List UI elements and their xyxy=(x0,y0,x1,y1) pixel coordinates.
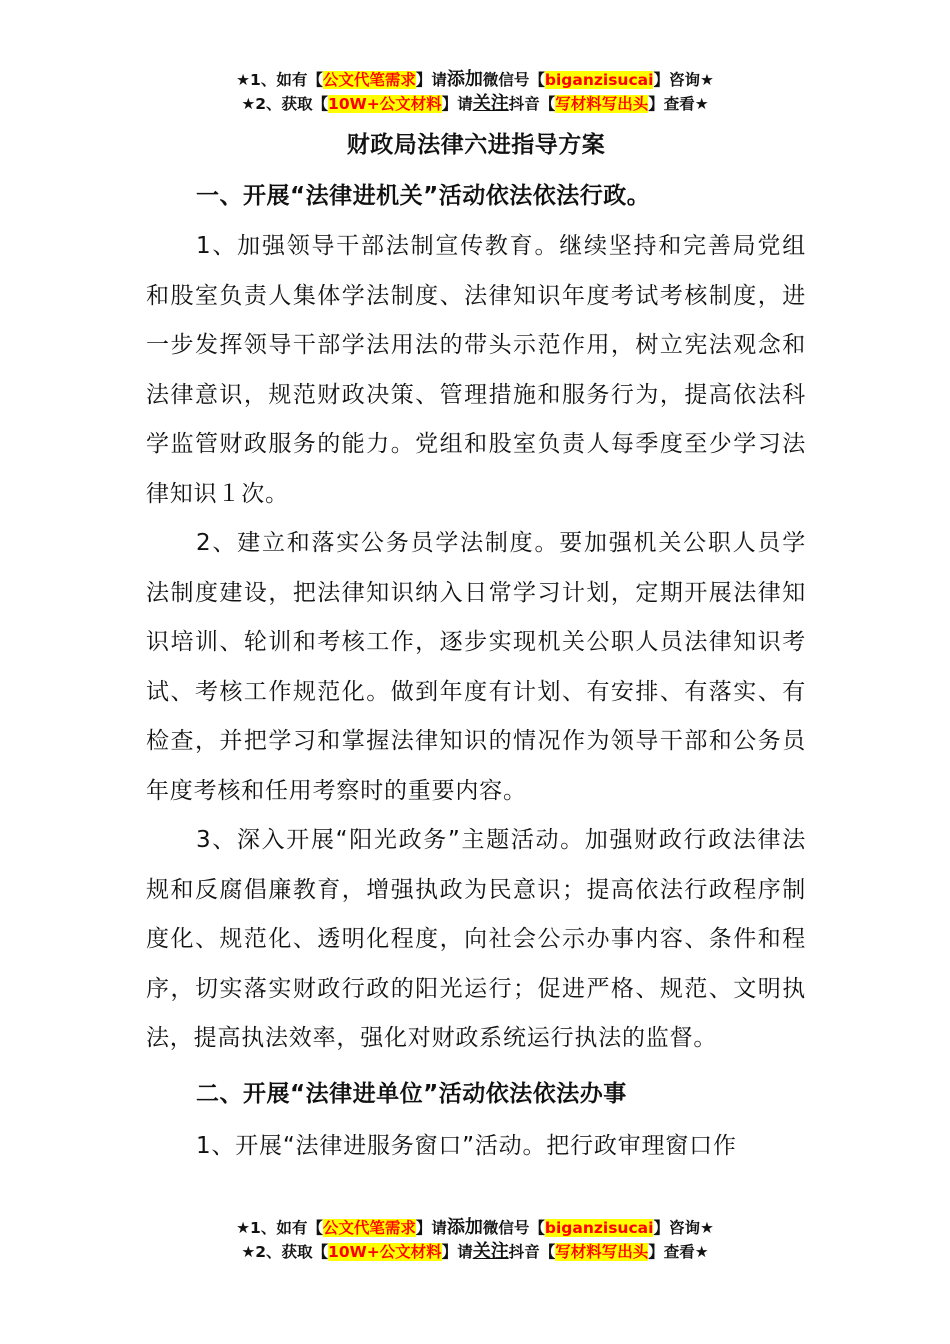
banner-text: ★1、如有【 xyxy=(236,71,323,89)
bottom-banner xyxy=(0,1216,950,1264)
banner-emphasis: 添加 xyxy=(446,69,483,90)
section-1-paragraph-3: 3、深入开展“阳光政务”主题活动。加强财政行政法律法规和反腐倡廉教育，增强执政为民意识；提高依法行政程序制度化、规范化、透明化程度，向社会公示办事内容、条件和程序，切实落实财政行政的阳光运行；促进严格、规范、文明执法，提高执法效率，强化对财政系统运行执法的监督。 xyxy=(146,827,806,1051)
banner-text: 】咨询★ xyxy=(653,1219,714,1237)
document-title: 财政局法律六进指导方案 xyxy=(346,132,606,158)
banner-text: ★1、如有【 xyxy=(236,1219,323,1237)
banner-text: 微信号【 xyxy=(482,1219,545,1237)
banner-emphasis: 添加 xyxy=(446,1217,483,1238)
banner-text: 】查看★ xyxy=(648,95,709,113)
banner-line-2 xyxy=(0,1240,950,1264)
banner-line-1 xyxy=(0,1216,950,1240)
banner-highlight: 公文代笔需求 xyxy=(322,1219,416,1237)
banner-douyin-id: 写材料写出头 xyxy=(555,95,649,113)
banner-highlight: 10W+公文材料 xyxy=(328,95,442,113)
banner-text: 】请 xyxy=(415,1219,447,1237)
banner-highlight: 公文代笔需求 xyxy=(322,71,416,89)
banner-line-2 xyxy=(0,92,950,116)
banner-douyin-id: 写材料写出头 xyxy=(555,1243,649,1261)
banner-text: ★2、获取【 xyxy=(241,95,329,113)
document-page xyxy=(146,122,806,1171)
banner-text: 微信号【 xyxy=(482,71,545,89)
banner-text: ★2、获取【 xyxy=(241,1243,329,1261)
banner-line-1 xyxy=(0,68,950,92)
banner-text: 】咨询★ xyxy=(653,71,714,89)
banner-wechat-id: biganzisucai xyxy=(544,71,654,89)
banner-wechat-id: biganzisucai xyxy=(544,1219,654,1237)
section-2-heading: 二、开展“法律进单位”活动依法依法办事 xyxy=(196,1080,627,1107)
banner-emphasis: 关注 xyxy=(472,93,509,114)
banner-text: 】请 xyxy=(441,95,473,113)
banner-text: 】查看★ xyxy=(648,1243,709,1261)
section-1-heading: 一、开展“法律进机关”活动依法依法行政。 xyxy=(196,183,651,209)
section-1-paragraph-1: 1、加强领导干部法制宣传教育。继续坚持和完善局党组和股室负责人集体学法制度、法律知识年度考试考核制度，进一步发挥领导干部学法用法的带头示范作用，树立宪法观念和法律意识，规范财政决策、管理措施和服务行为，提高依法科学监管财政服务的能力。党组和股室负责人每季度至少学习法律知识１次。 xyxy=(146,233,806,507)
banner-text: 】请 xyxy=(441,1243,473,1261)
banner-text: 抖音【 xyxy=(508,95,556,113)
banner-emphasis: 关注 xyxy=(472,1241,509,1262)
banner-text: 抖音【 xyxy=(508,1243,556,1261)
banner-text: 】请 xyxy=(415,71,447,89)
section-2-paragraph-1: 1、开展“法律进服务窗口”活动。把行政审理窗口作 xyxy=(196,1132,737,1159)
top-banner xyxy=(0,68,950,116)
section-1-paragraph-2: 2、建立和落实公务员学法制度。要加强机关公职人员学法制度建设，把法律知识纳入日常学习计划，定期开展法律知识培训、轮训和考核工作，逐步实现机关公职人员法律知识考试、考核工作规范化。做到年度有计划、有安排、有落实、有检查，并把学习和掌握法律知识的情况作为领导干部和公务员年度考核和任用考察时的重要内容。 xyxy=(146,530,806,804)
banner-highlight: 10W+公文材料 xyxy=(328,1243,442,1261)
